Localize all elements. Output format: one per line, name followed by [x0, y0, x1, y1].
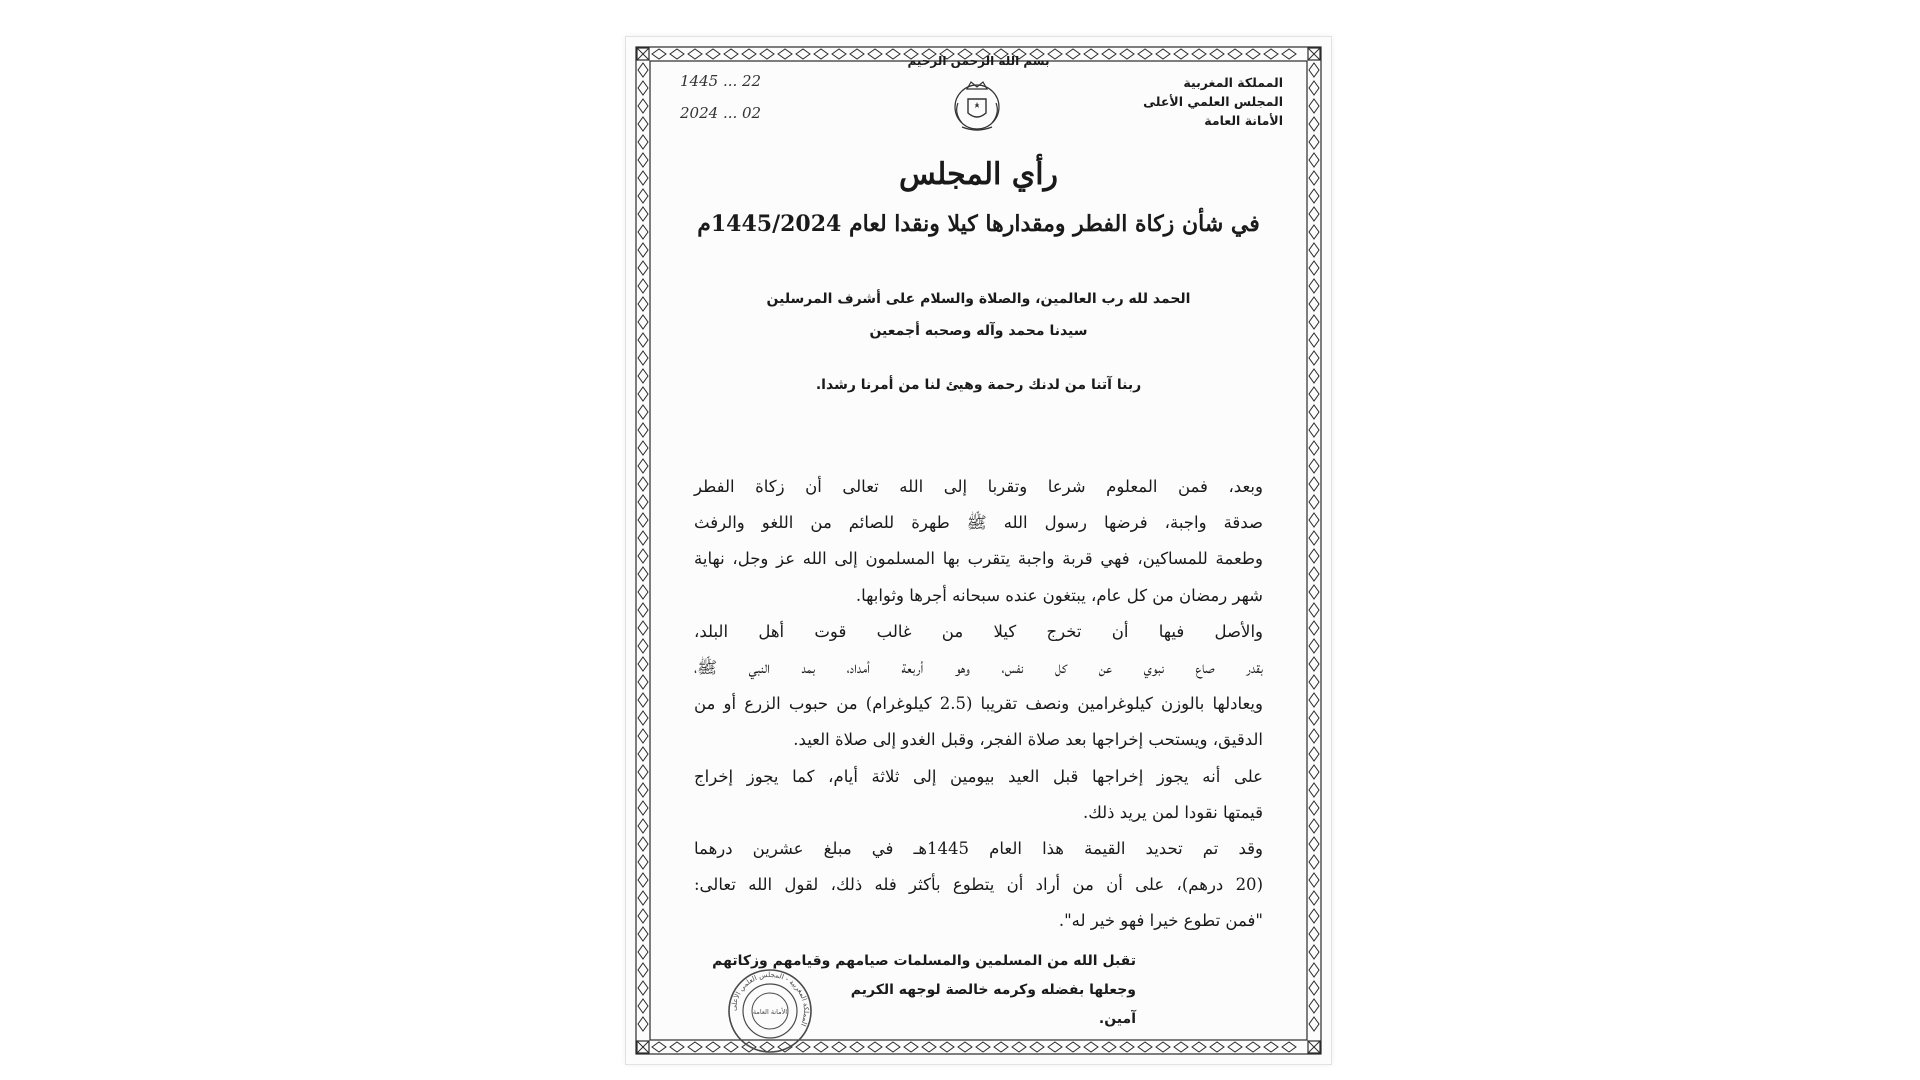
closing-line: تقبل الله من المسلمين والمسلمات صيامهم وقيامهم وزكاتهم — [712, 953, 1136, 969]
body-line: والأصل فيها أن تخرج كيلا من غالب قوت أهل البلد، — [694, 621, 1263, 641]
body-line: على أنه يجوز إخراجها قبل العيد بيومين إلى ثلاثة أيام، كما يجوز إخراج — [694, 766, 1263, 786]
closing-line: وجعلها بفضله وكرمه خالصة لوجهه الكريم — [850, 982, 1136, 998]
stamp-ring-text: المملكة المغربية - المجلس العلمي الأعلى — [729, 970, 811, 1028]
official-stamp — [726, 967, 814, 1055]
date-block — [680, 65, 810, 129]
hijri-date: 1445 ... 22 — [680, 72, 762, 90]
stamp-center-text: الأمانة العامة — [752, 1008, 788, 1016]
body-line: شهر رمضان من كل عام، يبتغون عنده سبحانه أجرها وثوابها. — [855, 585, 1263, 605]
issuer-line: الأمانة العامة — [1204, 113, 1283, 128]
royal-emblem-icon — [944, 73, 1010, 139]
praise-block — [686, 283, 1271, 347]
body-line: وطعمة للمساكين، فهي قربة واجبة يتقرب بها المسلمون إلى الله عز وجل، نهاية — [694, 549, 1263, 569]
body-line: وقد تم تحديد القيمة هذا العام 1445هـ في مبلغ عشرين درهما — [694, 839, 1263, 859]
gregorian-date: 2024 ... 02 — [680, 104, 762, 122]
closing-line: آمين. — [1098, 1011, 1136, 1027]
document-subtitle: في شأن زكاة الفطر ومقدارها كيلا ونقدا لعام 1445/2024م — [697, 211, 1260, 237]
praise-line: الحمد لله رب العالمين، والصلاة والسلام على أشرف المرسلين — [766, 291, 1191, 307]
issuer-line: المجلس العلمي الأعلى — [1143, 94, 1283, 109]
body-line: "فمن تطوع خيرا فهو خير له". — [1058, 911, 1263, 931]
basmala: بسم الله الرحمن الرحيم — [907, 54, 1050, 68]
svg-text:المملكة المغربية - المجلس العل — [730, 971, 810, 1028]
body-line: قيمتها نقودا لمن يريد ذلك. — [1083, 802, 1263, 822]
document-page — [625, 36, 1332, 1065]
body-line: الدقيق، ويستحب إخراجها بعد صلاة الفجر، وقبل الغدو إلى صلاة العيد. — [793, 730, 1263, 750]
body-line: بقدر صاع نبوي عن كل نفس، وهو أربعة أمداد، بمد النبي ﷺ، — [694, 658, 1263, 678]
dua-line: ربنا آتنا من لدنك رحمة وهيئ لنا من أمرنا رشدا. — [815, 377, 1142, 393]
issuer-block — [1063, 73, 1283, 130]
issuer-line: المملكة المغربية — [1183, 75, 1283, 90]
body-text — [694, 469, 1263, 940]
body-line: صدقة واجبة، فرضها رسول الله ﷺ طهرة للصائم من اللغو والرفث — [694, 513, 1263, 533]
document-title: رأي المجلس — [898, 157, 1059, 192]
body-line: ويعادلها بالوزن كيلوغرامين ونصف تقريبا (2.5 كيلوغرام) من حبوب الزرع أو من — [694, 694, 1263, 714]
body-line: وبعد، فمن المعلوم شرعا وتقربا إلى الله تعالى أن زكاة الفطر — [694, 477, 1263, 496]
body-line: (20 درهم)، على أن من أراد أن يتطوع بأكثر فله ذلك، لقول الله تعالى: — [694, 875, 1263, 895]
praise-line: سيدنا محمد وآله وصحبه أجمعين — [869, 323, 1088, 339]
